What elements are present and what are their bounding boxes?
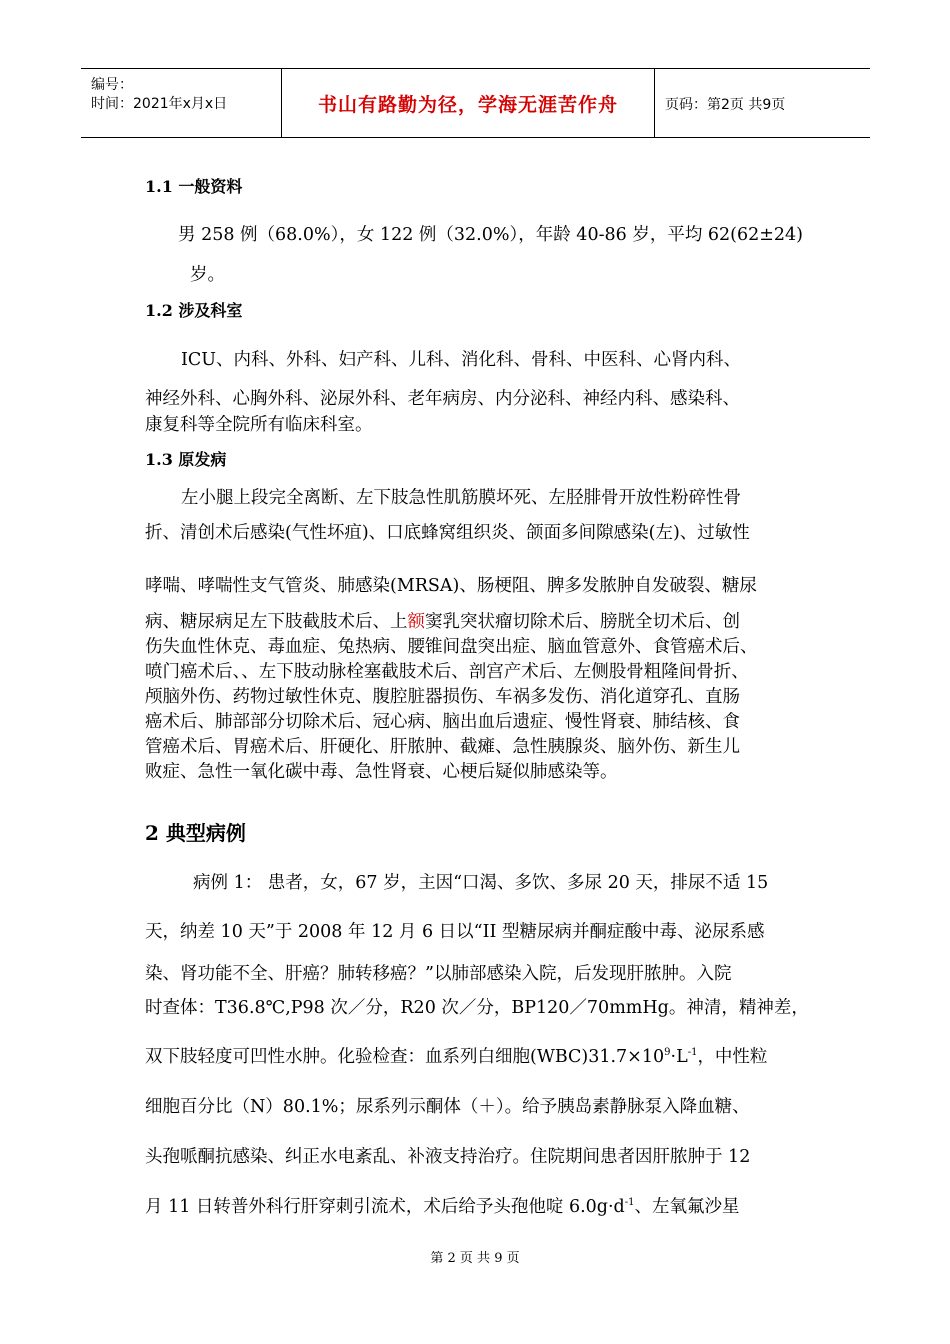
document-header bbox=[81, 68, 870, 138]
paragraph-line: 男 258 例（68.0%），女 122 例（32.0%），年龄 40-86 岁，平均 62(62±24) bbox=[178, 225, 804, 245]
page-footer: 第 2 页 共 9 页 bbox=[430, 1251, 520, 1266]
header-info-cell bbox=[81, 69, 281, 137]
paragraph-line: 神经外科、心胸外科、泌尿外科、老年病房、内分泌科、神经内科、感染科、 bbox=[145, 389, 740, 409]
paragraph-line: 双下肢轻度可凹性水肿。化验检查：血系列白细胞$(WBC)31.7\times 10^9\cdot L^{-1}$，中性粒 bbox=[145, 1047, 768, 1067]
paragraph-line: 折、清创术后感染(气性坏疽)、口底蜂窝组织炎、颌面多间隙感染(左)、过敏性 bbox=[145, 523, 750, 543]
paragraph-line: 头孢哌酮抗感染、纠正水电紊乱、补液支持治疗。住院期间患者因肝脓肿于 12 bbox=[145, 1147, 751, 1167]
paragraph-line: 染、肾功能不全、肝癌？肺转移癌？”以肺部感染入院，后发现肝脓肿。入院 bbox=[145, 964, 732, 984]
paragraph-line: 癌术后、肺部部分切除术后、冠心病、脑出血后遗症、慢性肾衰、肺结核、食 bbox=[145, 712, 740, 732]
header-divider bbox=[654, 69, 655, 137]
paragraph-line: 月 11 日转普外科行肝穿刺引流术，术后给予头孢他啶 $6.0g\cdot d^{-1}$、左氧氟沙星 bbox=[145, 1197, 740, 1217]
paragraph-line: 岁。 bbox=[190, 265, 225, 285]
section-heading-1-2: 1.2 涉及科室 bbox=[145, 301, 243, 320]
paragraph-line: 伤失血性休克、毒血症、兔热病、腰锥间盘突出症、脑血管意外、食管癌术后、 bbox=[145, 637, 758, 657]
number-label: 编号： bbox=[91, 77, 133, 93]
paragraph-line: 细胞百分比（N）80.1%；尿系列示酮体（＋）。给予胰岛素静脉泵入降血糖、 bbox=[145, 1097, 750, 1117]
paragraph-line: 哮喘、哮喘性支气管炎、肺感染(MRSA)、肠梗阻、脾多发脓肿自发破裂、糖尿 bbox=[145, 576, 757, 596]
section-heading-1-3: 1.3 原发病 bbox=[145, 450, 227, 469]
paragraph-line: 康复科等全院所有临床科室。 bbox=[145, 415, 373, 435]
header-motto: 书山有路勤为径，学海无涯苦作舟 bbox=[317, 93, 618, 116]
paragraph-line: 左小腿上段完全离断、左下肢急性肌筋膜坏死、左胫腓骨开放性粉碎性骨 bbox=[181, 488, 741, 508]
paragraph-line: 病例 1： 患者，女，67 岁，主因“口渴、多饮、多尿 20 天，排尿不适 15 bbox=[193, 873, 769, 893]
paragraph-line: 喷门癌术后、、左下肢动脉栓塞截肢术后、剖宫产术后、左侧股骨粗隆间骨折、 bbox=[145, 662, 749, 682]
paragraph-line: 败症、急性一氧化碳中毒、急性肾衰、心梗后疑似肺感染等。 bbox=[145, 762, 618, 782]
time-label: 时间：2021年x月x日 bbox=[91, 96, 228, 112]
header-page-label: 页码：第2页 共9页 bbox=[665, 97, 786, 113]
paragraph-line: 病、糖尿病足左下肢截肢术后、上额窦乳突状瘤切除术后、膀胱全切术后、创 bbox=[145, 612, 740, 632]
section-heading-2: 2 典型病例 bbox=[145, 821, 246, 845]
paragraph-line: 天，纳差 10 天”于 2008 年 12 月 6 日以“II 型糖尿病并酮症酸中毒、泌尿系感 bbox=[145, 922, 765, 942]
paragraph-line: ICU、内科、外科、妇产科、儿科、消化科、骨科、中医科、心肾内科、 bbox=[181, 350, 742, 370]
paragraph-line: 时查体：T36.8℃,P98 次／分，R20 次／分，BP120／70mmHg。神清，精神差， bbox=[145, 998, 809, 1018]
paragraph-line: 颅脑外伤、药物过敏性休克、腹腔脏器损伤、车祸多发伤、消化道穿孔、直肠 bbox=[145, 687, 740, 707]
paragraph-line: 管癌术后、胃癌术后、肝硬化、肝脓肿、截瘫、急性胰腺炎、脑外伤、新生儿 bbox=[145, 737, 740, 757]
highlighted-char: 额 bbox=[407, 612, 425, 632]
section-heading-1-1: 1.1 一般资料 bbox=[145, 177, 243, 196]
